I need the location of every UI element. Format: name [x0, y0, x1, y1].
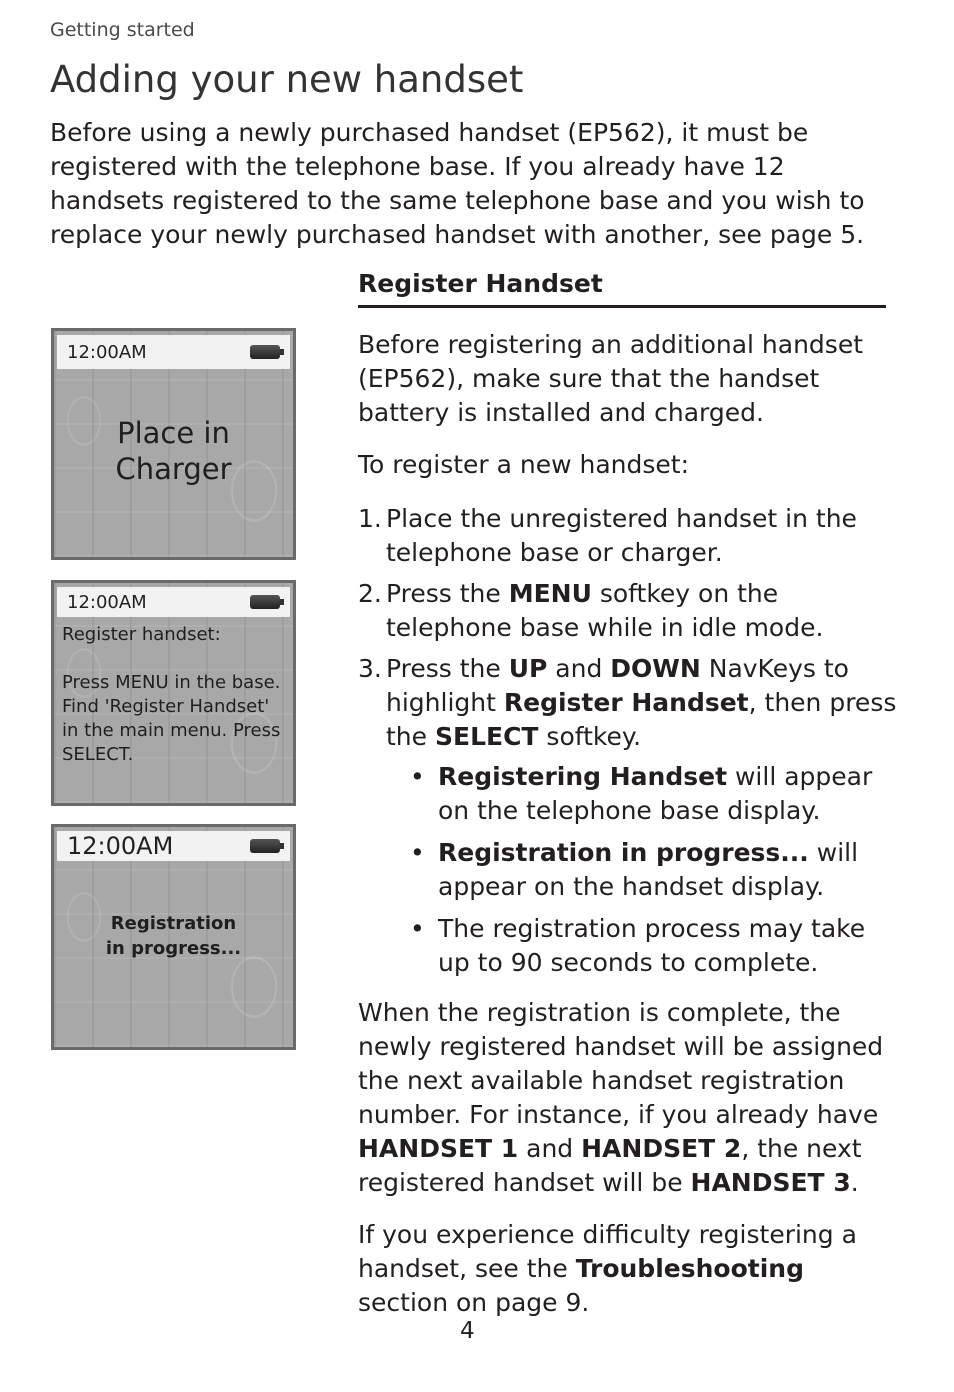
intro-paragraph: Before using a newly purchased handset (EP562), it must be registered with the telephone base. If you already have 12 handsets registered to the same telephone base and you wish to replace your newly purchased handset with another, see page 5. — [50, 118, 865, 249]
paragraph — [358, 1218, 898, 1320]
paragraph-keyword: HANDSET 1 — [358, 1134, 519, 1163]
paragraph-text: . — [850, 1168, 859, 1197]
bullet-list — [410, 760, 898, 980]
step-number: 2. — [358, 579, 382, 608]
screen-message-line: Place in — [117, 416, 230, 450]
step-text: softkey on the telephone base while in idle mode. — [386, 579, 824, 642]
section-heading: Register Handset — [358, 267, 886, 308]
bullet-item — [410, 912, 898, 980]
bullet-text: The registration process may take up to 90 seconds to complete. — [438, 914, 866, 977]
paragraph: To register a new handset: — [358, 450, 690, 479]
bullet-icon: • — [410, 838, 425, 867]
battery-icon — [250, 595, 280, 609]
paragraph-keyword: HANDSET 3 — [690, 1168, 851, 1197]
screen-message-line: in progress... — [105, 938, 242, 959]
bullet-item — [410, 836, 898, 904]
section-label: Getting started — [50, 19, 195, 41]
paragraph-text: and — [518, 1134, 582, 1163]
step-text: , then press the — [386, 688, 897, 751]
status-bar — [57, 335, 290, 369]
status-time: 12:00AM — [67, 832, 174, 860]
battery-icon — [250, 345, 280, 359]
status-bar — [57, 587, 290, 617]
register-section — [358, 267, 898, 1320]
step-keyword: SELECT — [434, 722, 539, 751]
screen-message-line: Registration — [110, 913, 237, 934]
step-number: 3. — [358, 654, 382, 683]
paragraph-text: section on page 9. — [358, 1288, 590, 1317]
bullet-keyword: Registering Handset — [438, 762, 728, 791]
step-item — [358, 652, 898, 980]
bullet-icon: • — [410, 914, 425, 943]
screen-message-line: Charger — [115, 452, 232, 486]
screen-message — [54, 415, 293, 487]
step-text: Press the — [386, 654, 509, 683]
status-time: 12:00AM — [67, 341, 147, 363]
handset-screen-registration-progress — [51, 824, 296, 1050]
step-keyword: DOWN — [610, 654, 701, 683]
step-text: NavKeys to highlight — [386, 654, 849, 717]
step-number: 1. — [358, 504, 382, 533]
status-bar — [57, 831, 290, 861]
paragraph-text: When the registration is complete, the newly registered handset will be assigned the next available handset registration number. For instance, if you already have — [358, 998, 884, 1129]
screen-message-line: Register handset: — [62, 624, 221, 645]
paragraph-text: If you experience difficulty registering a handset, see the — [358, 1220, 857, 1283]
step-item — [358, 502, 898, 570]
step-text: Place the unregistered handset in the telephone base or charger. — [386, 504, 857, 567]
paragraph-keyword: Troubleshooting — [575, 1254, 804, 1283]
status-time: 12:00AM — [67, 591, 147, 613]
bullet-item — [410, 760, 898, 828]
step-keyword: Register Handset — [503, 688, 749, 717]
bullet-text: will appear on the telephone base display. — [438, 762, 873, 825]
page-title: Adding your new handset — [50, 58, 524, 101]
steps-list — [358, 502, 898, 980]
step-item — [358, 577, 898, 645]
bullet-text: will appear on the handset display. — [438, 838, 859, 901]
step-keyword: MENU — [508, 579, 592, 608]
screen-message-line: Press MENU in the base. Find 'Register Handset' in the main menu. Press SELECT. — [62, 672, 281, 765]
battery-icon — [250, 839, 280, 853]
paragraph-text: , the next registered handset will be — [358, 1134, 862, 1197]
page-number: 4 — [460, 1318, 475, 1344]
step-keyword: UP — [508, 654, 548, 683]
paragraph — [358, 996, 898, 1200]
bullet-icon: • — [410, 762, 425, 791]
step-text: Press the — [386, 579, 509, 608]
step-text: and — [547, 654, 611, 683]
paragraph: Before registering an additional handset (EP562), make sure that the handset battery is installed and charged. — [358, 330, 864, 427]
step-text: softkey. — [538, 722, 642, 751]
paragraph-keyword: HANDSET 2 — [581, 1134, 742, 1163]
screen-message — [54, 617, 293, 773]
handset-screen-register-instructions — [51, 580, 296, 806]
handset-screen-place-in-charger — [51, 328, 296, 560]
screen-message — [54, 911, 293, 961]
bullet-keyword: Registration in progress... — [438, 838, 809, 867]
